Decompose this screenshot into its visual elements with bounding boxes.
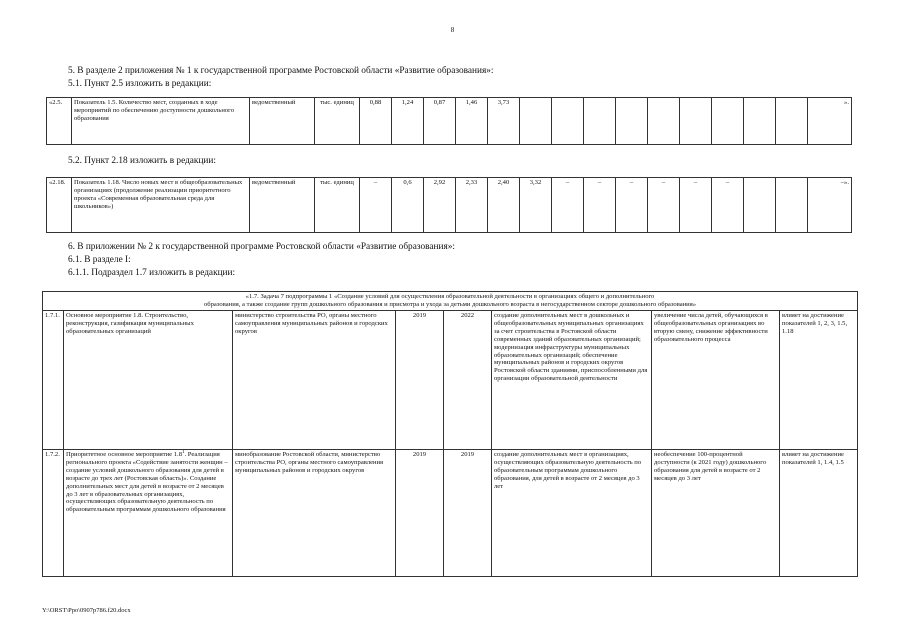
indicator-unit: тыс. единиц bbox=[315, 98, 360, 145]
value-cell: 1,24 bbox=[392, 98, 424, 145]
row-number: «2.18. bbox=[47, 178, 72, 233]
value-cell bbox=[520, 98, 552, 145]
expected-result: создание дополнительных мест в дошкольных и общеобразовательных муниципальных организациях за счет строительства в Ростовской области современных зданий образовательных организаций; модернизация инфраструктуры муниципальных образовательных организаций; обеспечение муниципальных районов и городских округов Ростовской области зданиями, приспособленными для организации образовательной деятельности bbox=[492, 311, 652, 450]
value-cell bbox=[776, 178, 808, 233]
table-2-5 bbox=[46, 97, 852, 145]
measure-name bbox=[64, 450, 233, 577]
indicator-name: Показатель 1.18. Число новых мест в общеобразовательных организациях (продолжение реализации приоритетного проекта «Современная образовательная среда для школьников») bbox=[72, 178, 250, 233]
value-cell: 2,92 bbox=[424, 178, 456, 233]
value-cell bbox=[712, 98, 744, 145]
table-row bbox=[43, 450, 858, 577]
value-cell: 0,87 bbox=[424, 98, 456, 145]
section6-heading: 6. В приложении № 2 к государственной программе Ростовской области «Развитие образования»: bbox=[68, 242, 455, 252]
row-end-mark: ». bbox=[808, 98, 852, 145]
section6-p1: 6.1. В разделе I: bbox=[68, 255, 131, 265]
value-cell: – bbox=[648, 178, 680, 233]
section5-p1: 5.1. Пункт 2.5 изложить в редакции: bbox=[68, 79, 212, 89]
value-cell: 3,32 bbox=[520, 178, 552, 233]
indicator-type: ведомственный bbox=[250, 98, 315, 145]
subsection-title bbox=[43, 292, 858, 311]
row-number: 1.7.2. bbox=[43, 450, 64, 577]
indicator-name: Показатель 1.5. Количество мест, созданных в ходе мероприятий по обеспечению доступности дошкольного образования bbox=[72, 98, 250, 145]
page-number: 8 bbox=[450, 26, 455, 34]
value-cell: 3,73 bbox=[488, 98, 520, 145]
indicator-link: влияет на достижение показателей 1, 2, 3, 1.5, 1.18 bbox=[780, 311, 858, 450]
value-cell: 2,40 bbox=[488, 178, 520, 233]
measure-name-main: Приоритетное основное мероприятие 1.8 bbox=[66, 451, 182, 458]
value-cell: 1,46 bbox=[456, 98, 488, 145]
value-cell bbox=[552, 98, 584, 145]
value-cell: 0,88 bbox=[360, 98, 392, 145]
section5-p2: 5.2. Пункт 2.18 изложить в редакции: bbox=[68, 156, 216, 166]
row-end-mark: –». bbox=[808, 178, 852, 233]
value-cell bbox=[744, 178, 776, 233]
table-1-7 bbox=[42, 291, 858, 577]
value-cell bbox=[744, 98, 776, 145]
section6-p2: 6.1.1. Подраздел 1.7 изложить в редакции: bbox=[68, 268, 236, 278]
end-year: 2019 bbox=[444, 450, 492, 577]
value-cell bbox=[680, 98, 712, 145]
measure-name-rest: . Реализация регионального проекта «Содействие занятости женщин – создание условий дошкольного образования для детей в возрасте до трех лет (Ростовская область)». Создание дополнительных мест для детей в возрасте от 2 месяцев до 3 лет в образовательных организациях, осуществляющих образовательную деятельность по образовательным программам дошкольного образования bbox=[66, 451, 228, 514]
value-cell: – bbox=[712, 178, 744, 233]
table-row bbox=[47, 98, 852, 145]
consequence: увеличение числа детей, обучающихся в общеобразовательных организациях во вторую смену, снижение эффективности образовательного процесса bbox=[652, 311, 780, 450]
measure-name-sup: 1 bbox=[182, 449, 185, 455]
consequence: необеспечение 100-процентной доступности (к 2021 году) дошкольного образования для детей в возрасте от 2 месяцев до 3 лет bbox=[652, 450, 780, 577]
subsection-title-line2: образования, а также создание групп дошкольного образования и присмотра и ухода за детьми дошкольного возраста в негосударственном секторе дошкольного образования» bbox=[203, 300, 697, 308]
row-number: «2.5. bbox=[47, 98, 72, 145]
executor: министерство строительства РО, органы местного самоуправления муниципальных районов и городских округов bbox=[233, 311, 396, 450]
start-year: 2019 bbox=[396, 311, 444, 450]
table-title-row bbox=[43, 292, 858, 311]
indicator-unit: тыс. единиц bbox=[315, 178, 360, 233]
value-cell: 2,33 bbox=[456, 178, 488, 233]
table-row bbox=[43, 311, 858, 450]
measure-name: Основное мероприятие 1.8. Строительство, реконструкция, газификация муниципальных образовательных организаций bbox=[64, 311, 233, 450]
value-cell: – bbox=[680, 178, 712, 233]
subsection-title-line1: «1.7. Задача 7 подпрограммы 1 «Создание условий для осуществления образовательной деятельности в организациях общего и дополнительного bbox=[245, 293, 655, 300]
table-2-18 bbox=[46, 177, 852, 233]
end-year: 2022 bbox=[444, 311, 492, 450]
value-cell: – bbox=[360, 178, 392, 233]
start-year: 2019 bbox=[396, 450, 444, 577]
executor: минобразование Ростовской области, министерство строительства РО, органы местного самоуправления муниципальных районов и городских округов bbox=[233, 450, 396, 577]
indicator-type: ведомственный bbox=[250, 178, 315, 233]
value-cell bbox=[584, 98, 616, 145]
value-cell bbox=[616, 98, 648, 145]
value-cell: – bbox=[616, 178, 648, 233]
file-path-footer: Y:\ORST\Ppo\0907p786.f20.docx bbox=[42, 607, 131, 614]
value-cell bbox=[776, 98, 808, 145]
value-cell: 0,6 bbox=[392, 178, 424, 233]
value-cell: – bbox=[584, 178, 616, 233]
expected-result: создание дополнительных мест в организациях, осуществляющих образовательную деятельность по образовательным программам дошкольного образования, для детей в возрасте от 2 месяцев до 3 лет bbox=[492, 450, 652, 577]
section5-heading: 5. В разделе 2 приложения № 1 к государственной программе Ростовской области «Развитие образования»: bbox=[68, 66, 494, 76]
table-row bbox=[47, 178, 852, 233]
value-cell bbox=[648, 98, 680, 145]
indicator-link: влияет на достижение показателей 1, 1.4, 1.5 bbox=[780, 450, 858, 577]
value-cell: – bbox=[552, 178, 584, 233]
row-number: 1.7.1. bbox=[43, 311, 64, 450]
